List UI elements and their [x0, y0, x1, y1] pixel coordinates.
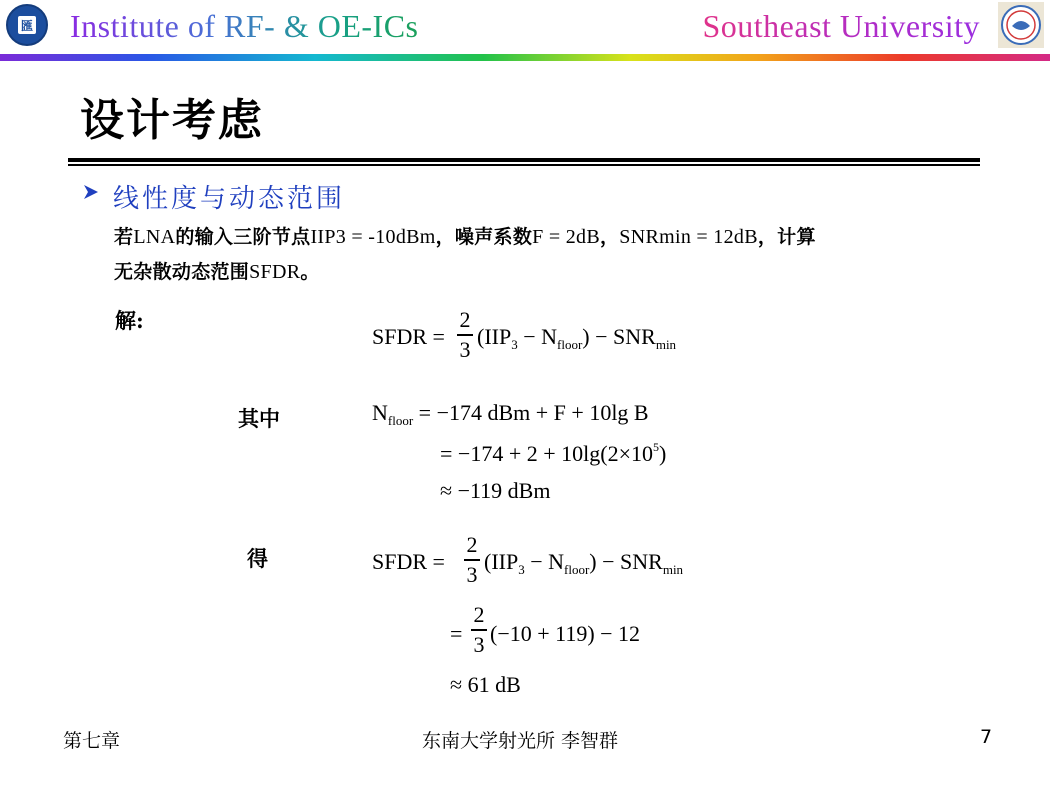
- where-label: 其中: [238, 406, 280, 431]
- fraction-numerator: 2: [459, 307, 471, 332]
- institute-logo-glyph: 匯: [18, 16, 36, 34]
- header-rainbow-bar: [0, 54, 1050, 61]
- nfloor-line-2: [440, 440, 666, 467]
- sfdr-result-rhs: [484, 549, 683, 578]
- eq-text: ): [658, 441, 667, 466]
- eq-text: N: [372, 400, 388, 425]
- fraction-denominator: 3: [473, 631, 485, 657]
- hence-label: 得: [247, 546, 268, 571]
- sfdr-formula-lhs: SFDR =: [372, 324, 445, 349]
- header-institute-name: Institute of RF- & OE-ICs: [70, 8, 419, 44]
- institute-logo: [6, 4, 48, 46]
- eq-superscript: 5: [652, 440, 659, 454]
- footer-chapter: 第七章: [63, 730, 121, 752]
- sfdr-result-final: ≈ 61 dB: [450, 672, 521, 697]
- title-rule-thin: [68, 164, 980, 166]
- university-logo: [998, 2, 1044, 48]
- eq-subscript: 3: [518, 562, 525, 577]
- sfdr-result-lhs: SFDR =: [372, 549, 445, 574]
- eq-text: − N: [524, 549, 565, 574]
- problem-text: 若: [114, 226, 134, 248]
- problem-text: F = 2dB: [532, 226, 600, 248]
- sfdr-result-line2-fraction: [471, 604, 487, 656]
- nfloor-line-3: ≈ −119 dBm: [440, 478, 551, 503]
- problem-text: ，计算: [757, 226, 816, 248]
- solution-label: 解:: [115, 308, 144, 333]
- sfdr-result-line2-rest: (−10 + 119) − 12: [490, 621, 641, 646]
- problem-line-1: [114, 222, 816, 249]
- sfdr-formula-fraction: [457, 309, 473, 361]
- problem-text: IIP3 = -10dBm: [310, 226, 436, 248]
- eq-subscript: floor: [557, 337, 583, 352]
- problem-line-2: [114, 257, 320, 284]
- fraction-denominator: 3: [466, 561, 478, 587]
- problem-text: SNRmin = 12dB: [619, 226, 758, 248]
- footer-institution: 东南大学射光所 李智群: [422, 730, 619, 752]
- bullet-heading: 线性度与动态范围: [113, 184, 346, 214]
- eq-text: − N: [517, 324, 558, 349]
- fraction-numerator: 2: [466, 532, 478, 557]
- eq-text: = −174 + 2 + 10lg(2×10: [440, 441, 653, 466]
- eq-subscript: min: [655, 337, 677, 352]
- bullet-arrow-icon: [82, 183, 100, 201]
- title-rule-thick: [68, 158, 980, 162]
- problem-text: 的输入三阶节点: [175, 226, 311, 248]
- slide-title: 设计考虑: [80, 95, 264, 146]
- fraction-denominator: 3: [459, 336, 471, 362]
- sfdr-formula-rhs: [477, 324, 676, 353]
- sfdr-result-line2-eq: =: [450, 621, 463, 646]
- fraction-numerator: 2: [473, 602, 485, 627]
- eq-subscript: min: [662, 562, 684, 577]
- eq-subscript: 3: [511, 337, 518, 352]
- eq-text: = −174 dBm + F + 10lg B: [413, 400, 649, 425]
- footer-page-number: 7: [980, 726, 993, 748]
- eq-text: ) − SNR: [582, 324, 656, 349]
- problem-text: 无杂散动态范围: [114, 261, 250, 283]
- problem-text: SFDR: [249, 261, 301, 283]
- eq-text: (IIP: [484, 549, 519, 574]
- fraction-bar: [471, 629, 487, 631]
- eq-text: ) − SNR: [589, 549, 663, 574]
- fraction-bar: [457, 334, 473, 336]
- eq-subscript: floor: [564, 562, 590, 577]
- nfloor-line-1: [372, 400, 649, 429]
- eq-subscript: floor: [387, 413, 414, 428]
- problem-text: 。: [300, 261, 320, 283]
- problem-text: LNA: [133, 226, 176, 248]
- eq-text: (IIP: [477, 324, 512, 349]
- problem-text: ，噪声系数: [435, 226, 533, 248]
- fraction-bar: [464, 559, 480, 561]
- header-university-name: Southeast University: [702, 8, 980, 44]
- sfdr-result-fraction: [464, 534, 480, 586]
- problem-text: ，: [599, 226, 620, 248]
